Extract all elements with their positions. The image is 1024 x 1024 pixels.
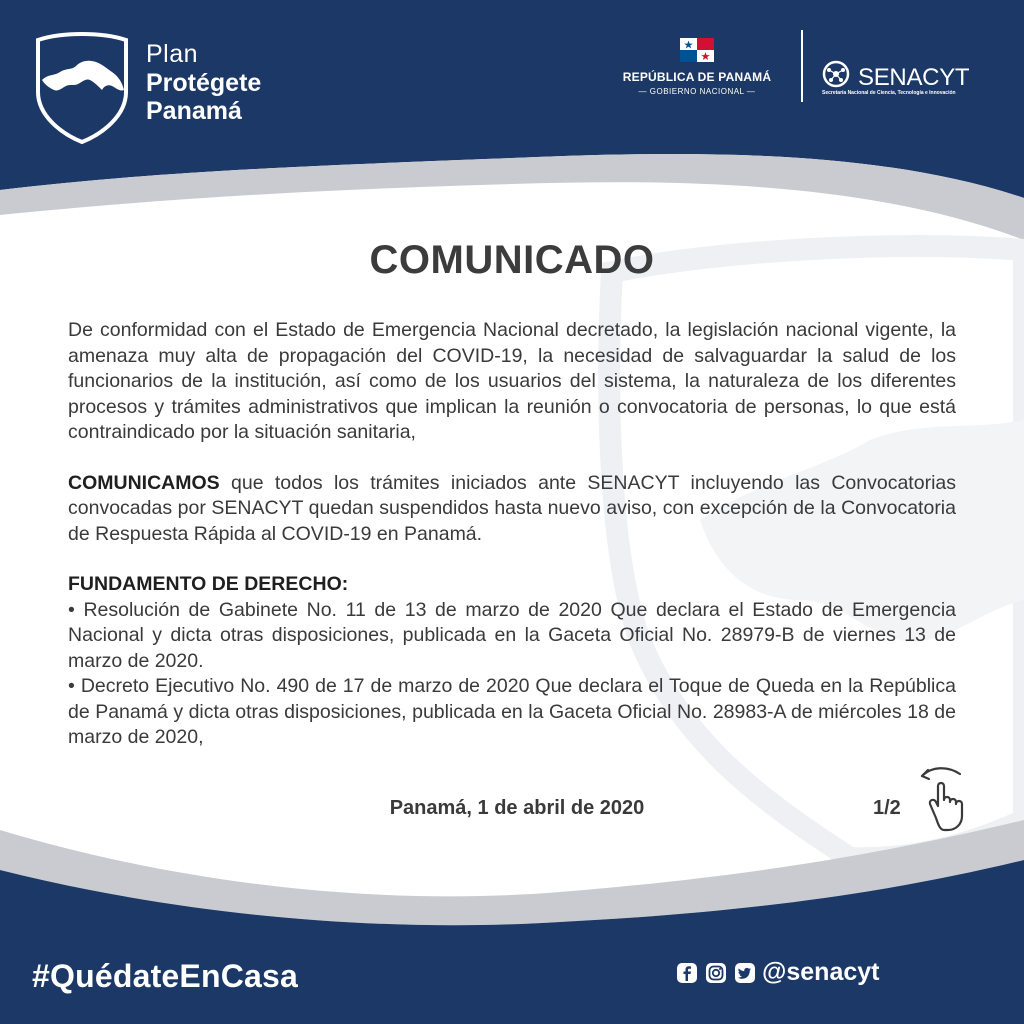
government-subtitle: — GOBIERNO NACIONAL — bbox=[638, 87, 756, 96]
legal-item: • Resolución de Gabinete No. 11 de 13 de marzo de 2020 Que declara el Estado de Emergencia Nacional y dicta otras disposiciones, publicada en la Gaceta Oficial No. 28979-B de viernes 13 de marzo de 2020. bbox=[68, 598, 956, 672]
government-logo bbox=[612, 38, 782, 96]
announcement-lead: COMUNICAMOS bbox=[68, 471, 220, 494]
panama-flag-icon bbox=[680, 38, 714, 62]
announcement-text: que todos los trámites iniciados ante SENACYT incluyendo las Convocatorias convocadas por SENACYT quedan suspendidos hasta nuevo aviso, con excepción de la Convocatoria de Respuesta Rápida al COVID-19 en Panamá. bbox=[68, 471, 956, 545]
social-handle[interactable]: @senacyt bbox=[762, 958, 880, 986]
government-name: REPÚBLICA DE PANAMÁ bbox=[622, 70, 772, 84]
header-divider bbox=[801, 30, 803, 102]
intro-paragraph: De conformidad con el Estado de Emergencia Nacional decretado, la legislación nacional vigente, la amenaza muy alta de propagación del COVID-19, la necesidad de salvaguardar la salud de los funcionarios de la institución, así como de los usuarios del sistema, la naturaleza de los diferentes procesos y trámites administrativos que implican la reunión o convocatoria de personas, lo que está contraindicado por la situación sanitaria, bbox=[68, 319, 956, 443]
senacyt-name: SENACYT bbox=[858, 64, 970, 91]
announcement-paragraph bbox=[68, 471, 956, 548]
notice-body bbox=[68, 318, 956, 751]
brand-line-1: Plan bbox=[146, 40, 199, 68]
brand-line-3: Panamá bbox=[146, 97, 242, 125]
facebook-icon[interactable] bbox=[676, 962, 698, 984]
footer-hashtag[interactable]: #QuédateEnCasa bbox=[32, 958, 299, 994]
instagram-icon[interactable] bbox=[705, 962, 727, 984]
plan-shield-logo bbox=[32, 30, 132, 145]
plan-brand-text bbox=[146, 42, 261, 127]
legal-item: • Decreto Ejecutivo No. 490 de 17 de marzo de 2020 Que declara el Toque de Queda en la República de Panamá y dicta otras disposiciones, publicada en la Gaceta Oficial No. 28983-A de miércoles 18 de marzo de 2020, bbox=[68, 675, 956, 748]
page-title: COMUNICADO bbox=[369, 238, 655, 282]
senacyt-tagline: Secretaría Nacional de Ciencia, Tecnología e Innovación bbox=[822, 90, 956, 96]
notice-date: Panamá, 1 de abril de 2020 bbox=[389, 797, 645, 819]
swipe-hand-icon[interactable] bbox=[914, 762, 968, 832]
panama-map-icon bbox=[42, 61, 124, 91]
page-indicator: 1/2 bbox=[873, 797, 901, 819]
legal-heading: FUNDAMENTO DE DERECHO: bbox=[68, 573, 349, 595]
brand-line-2: Protégete bbox=[146, 69, 262, 97]
twitter-icon[interactable] bbox=[734, 962, 756, 984]
